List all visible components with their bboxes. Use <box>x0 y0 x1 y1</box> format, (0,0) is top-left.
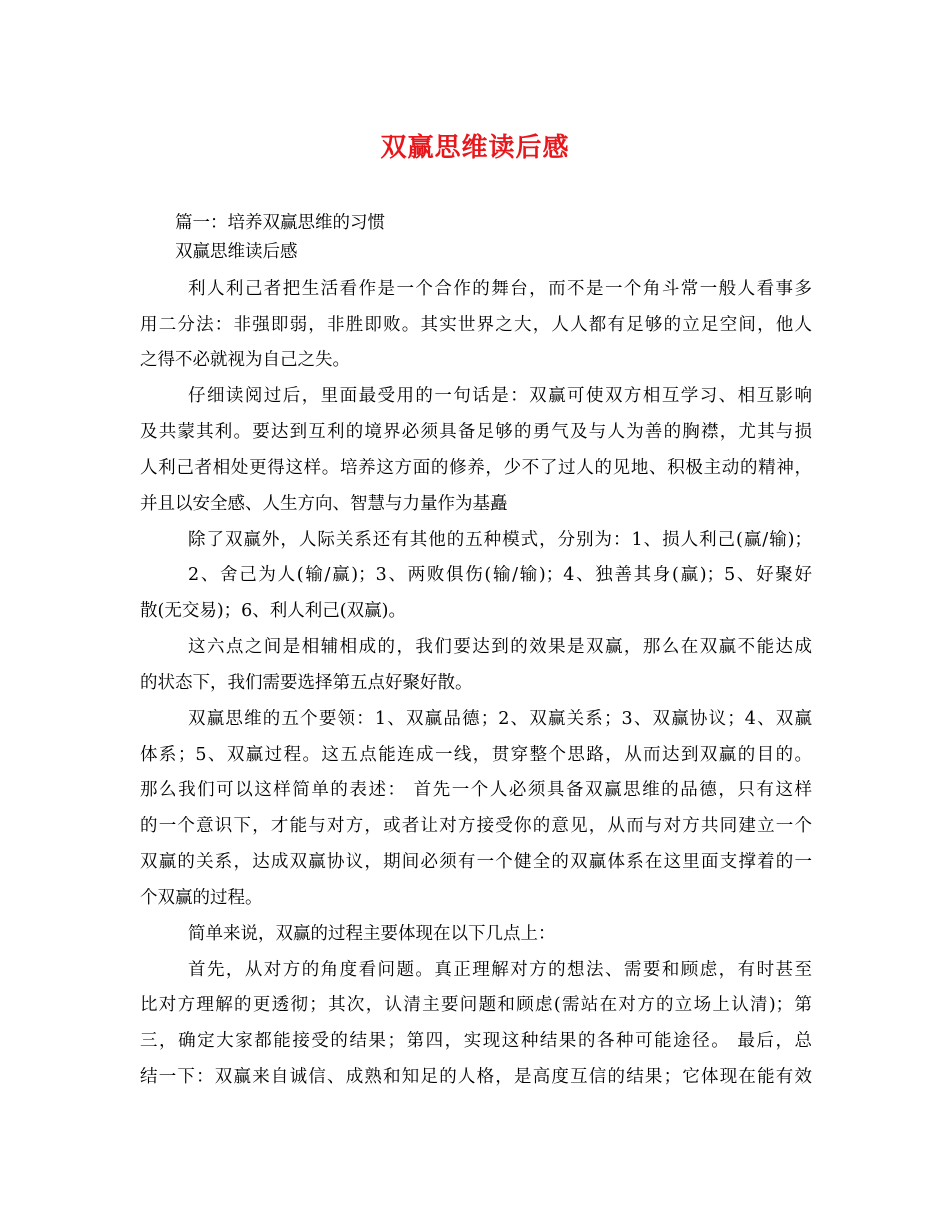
paragraph-line: 首先，从对方的角度看问题。真正理解对方的想法、需要和顾虑，有时甚至 <box>188 960 812 980</box>
paragraph-line: 那么我们可以这样简单的表述： 首先一个人必须具备双赢思维的品德，只有这样 <box>140 780 812 800</box>
paragraph-line: 2、舍己为人(输/赢)；3、两败俱伤(输/输)；4、独善其身(赢)；5、好聚好 <box>188 565 812 585</box>
paragraph-line: 比对方理解的更透彻；其次，认清主要问题和顾虑(需站在对方的立场上认清)；第 <box>140 995 812 1015</box>
paragraph-line: 并且以安全感、人生方向、智慧与力量作为基矗 <box>140 494 508 514</box>
paragraph-line: 利人利己者把生活看作是一个合作的舞台，而不是一个角斗常一般人看事多 <box>188 279 812 299</box>
paragraph-line: 简单来说，双赢的过程主要体现在以下几点上： <box>188 924 556 944</box>
paragraph-line: 体系；5、双赢过程。这五点能连成一线，贯穿整个思路，从而达到双赢的目的。 <box>140 745 812 765</box>
subtitle: 双赢思维读后感 <box>175 242 298 262</box>
paragraph-line: 人利己者相处更得这样。培养这方面的修养，少不了过人的见地、积极主动的精神， <box>140 458 812 478</box>
paragraph-line: 双赢思维的五个要领：1、双赢品德；2、双赢关系；3、双赢协议；4、双赢 <box>188 709 812 729</box>
paragraph-line: 这六点之间是相辅相成的，我们要达到的效果是双赢，那么在双赢不能达成 <box>188 637 812 657</box>
paragraph-line: 个双赢的过程。 <box>140 888 263 908</box>
paragraph-line: 的一个意识下，才能与对方，或者让对方接受你的意见，从而与对方共同建立一个 <box>140 816 812 836</box>
paragraph-line: 三，确定大家都能接受的结果；第四，实现这种结果的各种可能途径。 最后，总 <box>140 1031 812 1051</box>
section-heading: 篇一：培养双赢思维的习惯 <box>175 213 385 233</box>
paragraph-line: 之得不必就视为自己之失。 <box>140 350 350 370</box>
paragraph-line: 及共蒙其利。要达到互利的境界必须具备足够的勇气及与人为善的胸襟，尤其与损 <box>140 422 812 442</box>
paragraph-line: 用二分法：非强即弱，非胜即败。其实世界之大，人人都有足够的立足空间，他人 <box>140 315 812 335</box>
paragraph-line: 结一下：双赢来自诚信、成熟和知足的人格，是高度互信的结果；它体现在能有效 <box>140 1067 812 1087</box>
paragraph-line: 散(无交易)；6、利人利己(双赢)。 <box>140 601 406 621</box>
paragraph-line: 双赢的关系，达成双赢协议，期间必须有一个健全的双赢体系在这里面支撑着的一 <box>140 852 812 872</box>
paragraph-line: 的状态下，我们需要选择第五点好聚好散。 <box>140 673 473 693</box>
paragraph-line: 除了双赢外，人际关系还有其他的五种模式，分别为：1、损人利己(赢/输)； <box>188 530 812 550</box>
paragraph-line: 仔细读阅过后，里面最受用的一句话是：双赢可使双方相互学习、相互影响 <box>188 386 812 406</box>
document-title: 双赢思维读后感 <box>380 133 570 163</box>
